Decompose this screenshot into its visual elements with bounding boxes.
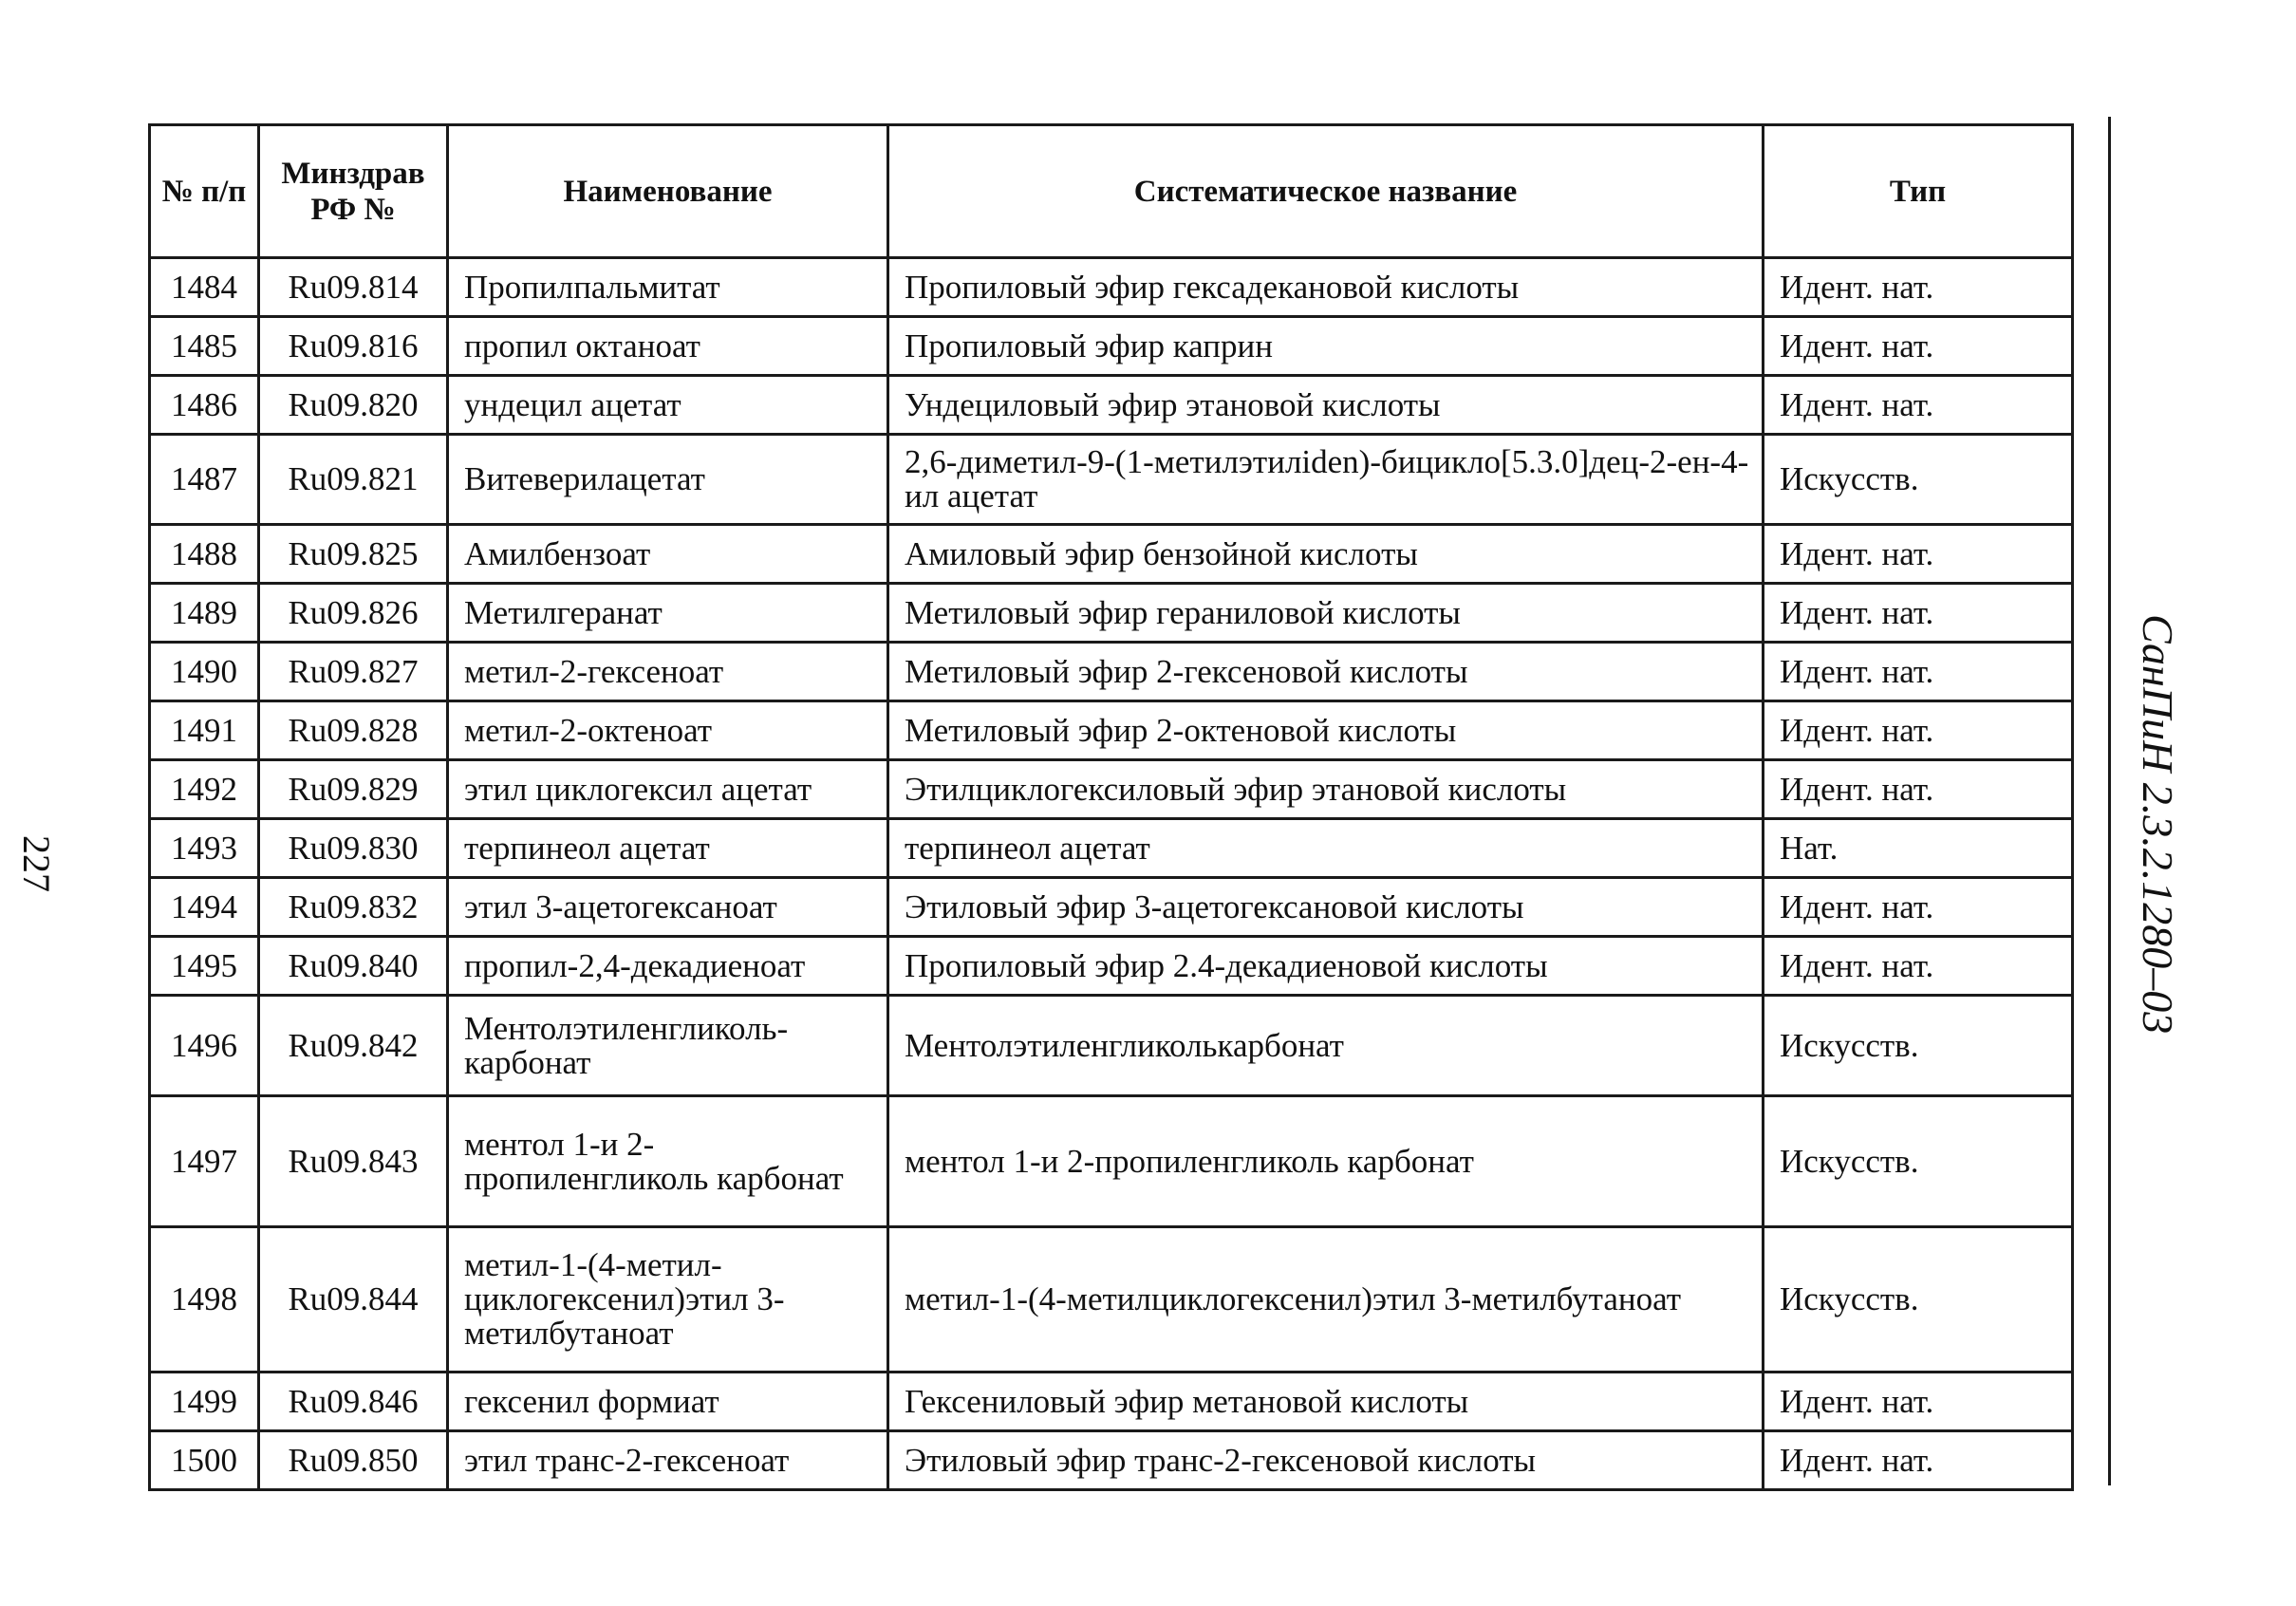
cell-name: ундецил ацетат [448,376,888,435]
cell-num: 1496 [150,996,259,1096]
table-row [150,937,2073,996]
cell-code: Ru09.825 [259,525,448,584]
side-rule [2108,117,2111,1485]
cell-code: Ru09.832 [259,878,448,937]
cell-num: 1484 [150,258,259,317]
cell-name: Амилбензоат [448,525,888,584]
cell-type: Идент. нат. [1764,525,2073,584]
additives-table [148,123,2074,1491]
cell-type: Идент. нат. [1764,258,2073,317]
table-row [150,1096,2073,1227]
cell-type: Искусств. [1764,996,2073,1096]
cell-num: 1485 [150,317,259,376]
cell-name: Ментолэтиленгликоль-карбонат [448,996,888,1096]
cell-systematic: Этиловый эфир транс-2-гексеновой кислоты [888,1431,1764,1490]
cell-num: 1486 [150,376,259,435]
header-row [150,125,2073,258]
cell-systematic: Метиловый эфир 2-октеновой кислоты [888,701,1764,760]
cell-code: Ru09.840 [259,937,448,996]
cell-type: Идент. нат. [1764,317,2073,376]
table-row [150,1431,2073,1490]
table-row [150,878,2073,937]
cell-systematic: 2,6-диметил-9-(1-метилэтилiden)-бицикло[5.3.0]дец-2-ен-4-ил ацетат [888,435,1764,525]
cell-systematic: Ундециловый эфир этановой кислоты [888,376,1764,435]
cell-code: Ru09.843 [259,1096,448,1227]
cell-name: пропил-2,4-декадиеноат [448,937,888,996]
table-row [150,376,2073,435]
cell-name: метил-2-гексеноат [448,643,888,701]
cell-num: 1498 [150,1227,259,1373]
cell-code: Ru09.842 [259,996,448,1096]
cell-name: этил циклогексил ацетат [448,760,888,819]
table-row [150,258,2073,317]
cell-num: 1495 [150,937,259,996]
cell-num: 1499 [150,1373,259,1431]
cell-type: Идент. нат. [1764,1431,2073,1490]
table-row [150,701,2073,760]
cell-code: Ru09.828 [259,701,448,760]
cell-name: Метилгеранат [448,584,888,643]
cell-name: этил транс-2-гексеноат [448,1431,888,1490]
cell-systematic: Метиловый эфир гераниловой кислоты [888,584,1764,643]
cell-num: 1490 [150,643,259,701]
cell-systematic: Метиловый эфир 2-гексеновой кислоты [888,643,1764,701]
cell-systematic: Амиловый эфир бензойной кислоты [888,525,1764,584]
header-code: Минздрав РФ № [259,125,448,258]
cell-type: Идент. нат. [1764,584,2073,643]
cell-code: Ru09.829 [259,760,448,819]
cell-num: 1491 [150,701,259,760]
table-row [150,1227,2073,1373]
cell-type: Нат. [1764,819,2073,878]
cell-type: Идент. нат. [1764,760,2073,819]
cell-code: Ru09.844 [259,1227,448,1373]
document-code-title: СанПиН 2.3.2.1280–03 [2134,614,2182,1035]
table-row [150,760,2073,819]
cell-type: Идент. нат. [1764,878,2073,937]
cell-num: 1493 [150,819,259,878]
cell-num: 1487 [150,435,259,525]
cell-code: Ru09.850 [259,1431,448,1490]
cell-num: 1492 [150,760,259,819]
cell-name: этил 3-ацетогексаноат [448,878,888,937]
cell-name: гексенил формиат [448,1373,888,1431]
table-row [150,435,2073,525]
table-row [150,996,2073,1096]
cell-num: 1488 [150,525,259,584]
table-row [150,643,2073,701]
cell-systematic: Ментолэтиленгликолькарбонат [888,996,1764,1096]
table-row [150,1373,2073,1431]
cell-type: Идент. нат. [1764,643,2073,701]
page-number: 227 [15,835,58,892]
cell-name: метил-1-(4-метил-циклогексенил)этил 3-метилбутаноат [448,1227,888,1373]
cell-name: пропил октаноат [448,317,888,376]
cell-systematic: терпинеол ацетат [888,819,1764,878]
cell-name: ментол 1-и 2-пропиленгликоль карбонат [448,1096,888,1227]
cell-name: метил-2-октеноат [448,701,888,760]
table-row [150,525,2073,584]
cell-systematic: Этиловый эфир 3-ацетогексановой кислоты [888,878,1764,937]
cell-code: Ru09.830 [259,819,448,878]
cell-type: Идент. нат. [1764,937,2073,996]
cell-systematic: метил-1-(4-метилциклогексенил)этил 3-метилбутаноат [888,1227,1764,1373]
cell-num: 1497 [150,1096,259,1227]
cell-systematic: Этилциклогексиловый эфир этановой кислоты [888,760,1764,819]
cell-systematic: Пропиловый эфир гексадекановой кислоты [888,258,1764,317]
cell-name: Витеверилацетат [448,435,888,525]
cell-code: Ru09.821 [259,435,448,525]
header-systematic: Систематическое название [888,125,1764,258]
cell-num: 1494 [150,878,259,937]
cell-type: Искусств. [1764,1227,2073,1373]
cell-name: Пропилпальмитат [448,258,888,317]
cell-code: Ru09.827 [259,643,448,701]
cell-type: Искусств. [1764,435,2073,525]
cell-num: 1489 [150,584,259,643]
table-row [150,317,2073,376]
cell-code: Ru09.846 [259,1373,448,1431]
table-row [150,819,2073,878]
cell-code: Ru09.814 [259,258,448,317]
cell-systematic: Пропиловый эфир 2.4-декадиеновой кислоты [888,937,1764,996]
cell-type: Идент. нат. [1764,701,2073,760]
cell-systematic: Гексениловый эфир метановой кислоты [888,1373,1764,1431]
cell-type: Идент. нат. [1764,376,2073,435]
table-row [150,584,2073,643]
cell-name: терпинеол ацетат [448,819,888,878]
cell-type: Идент. нат. [1764,1373,2073,1431]
cell-code: Ru09.820 [259,376,448,435]
header-name: Наименование [448,125,888,258]
header-type: Тип [1764,125,2073,258]
cell-systematic: Пропиловый эфир каприн [888,317,1764,376]
cell-systematic: ментол 1-и 2-пропиленгликоль карбонат [888,1096,1764,1227]
cell-code: Ru09.826 [259,584,448,643]
cell-type: Искусств. [1764,1096,2073,1227]
cell-code: Ru09.816 [259,317,448,376]
cell-num: 1500 [150,1431,259,1490]
header-num: № п/п [150,125,259,258]
